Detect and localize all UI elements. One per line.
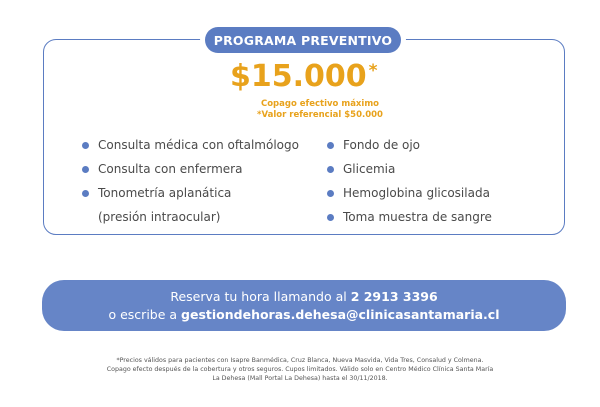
list-item	[327, 185, 492, 209]
bullet-icon	[82, 166, 89, 173]
service-label: Fondo de ojo	[343, 138, 421, 152]
bullet-icon	[327, 214, 334, 221]
price	[230, 59, 380, 94]
copago-line: Copago efectivo máximo	[260, 99, 380, 109]
phone-prefix: Reserva tu hora llamando al	[170, 288, 351, 304]
legal-line: La Dehesa (Mall Portal La Dehesa) hasta el 30/11/2018.	[212, 375, 388, 382]
bullet-icon	[82, 190, 89, 197]
reservation-banner	[42, 280, 566, 331]
legal-line: *Precios válidos para pacientes con Isapre Banmédica, Cruz Blanca, Nueva Masvida, Vida Tres, Consalud y Colmena.	[116, 357, 484, 364]
service-label: Toma muestra de sangre	[343, 210, 492, 224]
bullet-icon	[327, 142, 334, 149]
reservation-phone-line	[42, 288, 566, 306]
list-item	[82, 137, 299, 161]
legal-disclaimer	[60, 356, 540, 383]
list-item-continuation	[82, 209, 299, 233]
valor-referencial-line: *Valor referencial $50.000	[257, 110, 383, 120]
list-item	[327, 209, 492, 233]
legal-line: Copago efecto después de la cobertura y otros seguros. Cupos limitados. Válido solo en Centro Médico Clínica Santa María	[106, 366, 494, 373]
reservation-email-line	[42, 306, 566, 324]
service-label: Consulta médica con oftalmólogo	[98, 138, 299, 152]
list-item	[82, 185, 299, 209]
list-item	[327, 137, 492, 161]
bullet-icon	[327, 166, 334, 173]
services-list-left	[82, 137, 299, 233]
copago-note	[220, 99, 420, 121]
bullet-icon	[82, 142, 89, 149]
service-label: Consulta con enfermera	[98, 162, 243, 176]
service-label: Hemoglobina glicosilada	[343, 186, 490, 200]
email-address[interactable]: gestiondehoras.dehesa@clinicasantamaria.cl	[181, 306, 500, 322]
program-badge: PROGRAMA PREVENTIVO	[205, 27, 401, 53]
service-label: Tonometría aplanática	[98, 186, 232, 200]
list-item	[82, 161, 299, 185]
email-prefix: o escribe a	[108, 306, 182, 322]
list-item	[327, 161, 492, 185]
service-label: Glicemia	[343, 162, 396, 176]
phone-number[interactable]: 2 2913 3396	[350, 288, 438, 304]
service-label: (presión intraocular)	[98, 210, 221, 224]
price-amount: $15.000	[230, 59, 367, 94]
services-list-right	[327, 137, 492, 233]
bullet-icon	[327, 190, 334, 197]
price-asterisk: *	[368, 61, 378, 81]
